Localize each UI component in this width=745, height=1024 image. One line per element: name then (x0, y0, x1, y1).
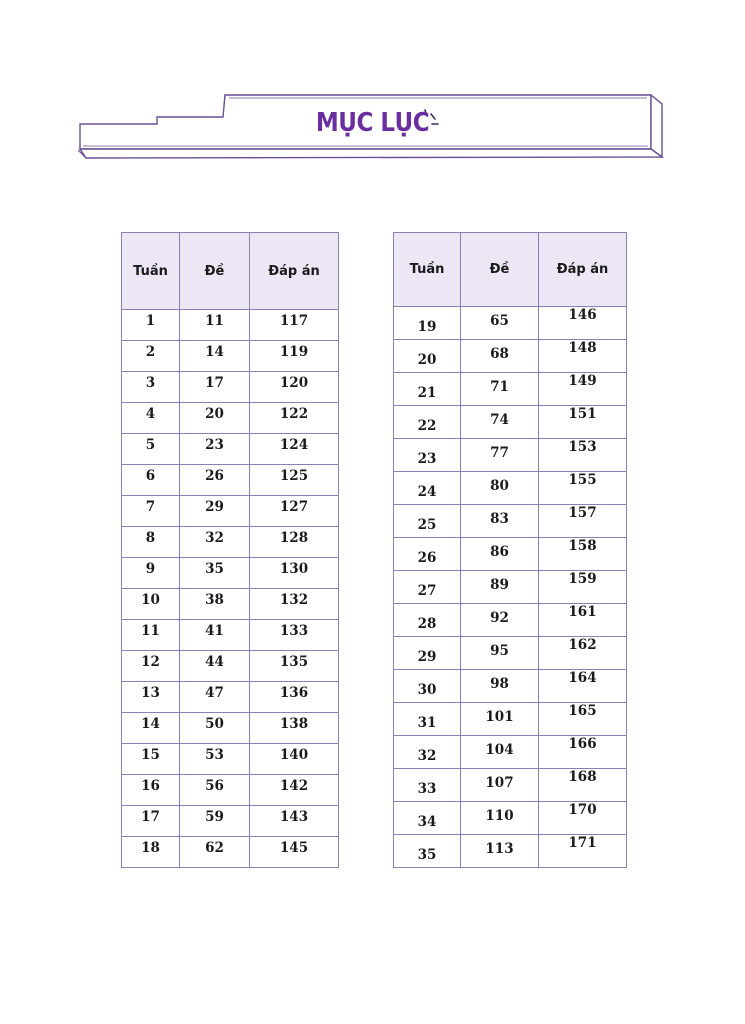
answer-page-cell-value: 142 (279, 778, 309, 794)
week-cell-value: 26 (417, 550, 437, 566)
answer-page-cell (539, 472, 627, 505)
exam-page-cell (180, 775, 250, 806)
table-row (122, 806, 339, 837)
table-row (394, 604, 627, 637)
exam-page-cell (461, 373, 539, 406)
table-header-row (122, 233, 339, 310)
answer-page-cell-value: 120 (279, 375, 309, 391)
week-cell (394, 505, 461, 538)
answer-page-cell-value: 140 (279, 747, 309, 763)
exam-page-cell-value: 104 (485, 742, 514, 758)
week-cell (394, 637, 461, 670)
week-cell (122, 713, 180, 744)
table-row (122, 527, 339, 558)
exam-page-cell (180, 651, 250, 682)
week-cell (122, 651, 180, 682)
answer-page-cell-value: 158 (568, 538, 597, 554)
table-row (394, 439, 627, 472)
week-cell (122, 341, 180, 372)
answer-page-cell-value: 159 (568, 571, 597, 587)
exam-page-cell-value: 41 (205, 623, 224, 639)
exam-page-cell (180, 496, 250, 527)
exam-page-cell-value: 29 (205, 499, 224, 515)
exam-page-cell (461, 571, 539, 604)
answer-page-cell-value: 170 (568, 802, 597, 818)
answer-page-cell-value: 127 (279, 499, 309, 515)
week-cell (122, 558, 180, 589)
exam-page-cell-value: 20 (205, 406, 224, 422)
exam-page-cell-value: 83 (490, 511, 509, 527)
answer-page-cell (250, 744, 339, 775)
table-header-row (394, 233, 627, 307)
week-cell (122, 496, 180, 527)
answer-page-cell (539, 736, 627, 769)
exam-page-cell-value: 47 (205, 685, 224, 701)
answer-page-cell (539, 835, 627, 868)
table-row (394, 307, 627, 340)
exam-page-cell (461, 769, 539, 802)
exam-page-cell (180, 434, 250, 465)
table-row (122, 744, 339, 775)
answer-page-cell (250, 558, 339, 589)
exam-page-cell (461, 637, 539, 670)
answer-page-cell-value: 146 (568, 307, 597, 323)
week-cell-value: 11 (141, 623, 160, 639)
table-row (394, 769, 627, 802)
answer-page-cell (250, 837, 339, 868)
table-row (394, 736, 627, 769)
week-cell (394, 769, 461, 802)
answer-page-cell (250, 310, 339, 341)
exam-page-cell-value: 56 (205, 778, 224, 794)
answer-page-cell (539, 769, 627, 802)
table-row (394, 835, 627, 868)
exam-page-cell-value: 86 (490, 544, 509, 560)
table-row (122, 310, 339, 341)
exam-page-cell-value: 113 (485, 841, 514, 857)
week-cell (394, 538, 461, 571)
week-cell-value: 5 (145, 437, 156, 453)
answer-page-cell-value: 133 (279, 623, 309, 639)
week-cell-value: 8 (145, 530, 156, 546)
week-cell (122, 372, 180, 403)
header-dap-an: Đáp án (250, 233, 339, 310)
answer-page-cell (539, 373, 627, 406)
exam-page-cell-value: 32 (205, 530, 224, 546)
exam-page-cell-value: 71 (490, 379, 509, 395)
week-cell-value: 29 (417, 649, 437, 665)
answer-page-cell (539, 703, 627, 736)
week-cell-value: 35 (417, 847, 437, 863)
week-cell (122, 310, 180, 341)
answer-page-cell (539, 571, 627, 604)
exam-page-cell (461, 736, 539, 769)
exam-page-cell (180, 837, 250, 868)
table-row (394, 472, 627, 505)
answer-page-cell-value: 117 (279, 313, 309, 329)
week-cell-value: 22 (417, 418, 437, 434)
exam-page-cell (461, 472, 539, 505)
week-cell (122, 465, 180, 496)
week-cell-value: 12 (141, 654, 160, 670)
answer-page-cell-value: 153 (568, 439, 597, 455)
table-row (122, 341, 339, 372)
table-row (122, 403, 339, 434)
exam-page-cell (461, 439, 539, 472)
week-cell (122, 620, 180, 651)
exam-page-cell (461, 835, 539, 868)
exam-page-cell (461, 670, 539, 703)
answer-page-cell-value: 149 (568, 373, 597, 389)
exam-page-cell-value: 53 (205, 747, 224, 763)
header-de: Đề (180, 233, 250, 310)
table-row (122, 465, 339, 496)
table-row (122, 372, 339, 403)
exam-page-cell-value: 101 (485, 709, 514, 725)
exam-page-cell-value: 59 (205, 809, 224, 825)
page-title: MỤC LỤC (315, 108, 430, 138)
week-cell (394, 670, 461, 703)
answer-page-cell-value: 130 (279, 561, 309, 577)
answer-page-cell (539, 340, 627, 373)
table-row (394, 373, 627, 406)
week-cell (394, 373, 461, 406)
table-row (122, 775, 339, 806)
exam-page-cell-value: 23 (205, 437, 224, 453)
answer-page-cell (250, 620, 339, 651)
answer-page-cell-value: 132 (279, 592, 309, 608)
exam-page-cell-value: 98 (490, 676, 509, 692)
table-row (122, 682, 339, 713)
week-cell (122, 434, 180, 465)
week-cell (122, 527, 180, 558)
answer-page-cell-value: 124 (279, 437, 309, 453)
answer-page-cell (250, 465, 339, 496)
answer-page-cell-value: 151 (568, 406, 597, 422)
week-cell-value: 23 (417, 451, 437, 467)
table-row (122, 837, 339, 868)
answer-page-cell-value: 136 (279, 685, 309, 701)
answer-page-cell (250, 372, 339, 403)
week-cell-value: 27 (417, 583, 437, 599)
exam-page-cell (180, 806, 250, 837)
week-cell-value: 33 (417, 781, 437, 797)
week-cell-value: 18 (141, 840, 160, 856)
answer-page-cell (250, 651, 339, 682)
week-cell-value: 9 (145, 561, 156, 577)
exam-page-cell (180, 372, 250, 403)
week-cell-value: 3 (145, 375, 156, 391)
week-cell-value: 19 (417, 319, 437, 335)
week-cell (394, 571, 461, 604)
answer-page-cell-value: 171 (568, 835, 597, 851)
answer-page-cell-value: 165 (568, 703, 597, 719)
exam-page-cell (461, 505, 539, 538)
week-cell-value: 21 (417, 385, 437, 401)
exam-page-cell-value: 14 (205, 344, 224, 360)
exam-page-cell-value: 89 (490, 577, 509, 593)
exam-page-cell (180, 341, 250, 372)
header-de: Đề (461, 233, 539, 307)
table-row (394, 670, 627, 703)
exam-page-cell (461, 307, 539, 340)
table-row (394, 571, 627, 604)
answer-page-cell (250, 434, 339, 465)
exam-page-cell-value: 65 (490, 313, 509, 329)
answer-page-cell-value: 168 (568, 769, 597, 785)
exam-page-cell (180, 310, 250, 341)
answer-page-cell (250, 775, 339, 806)
answer-page-cell-value: 148 (568, 340, 597, 356)
exam-page-cell (180, 589, 250, 620)
week-cell-value: 4 (145, 406, 156, 422)
exam-page-cell-value: 80 (490, 478, 509, 494)
exam-page-cell-value: 44 (205, 654, 224, 670)
exam-page-cell (180, 558, 250, 589)
exam-page-cell-value: 110 (485, 808, 514, 824)
answer-page-cell (539, 802, 627, 835)
exam-page-cell (461, 340, 539, 373)
exam-page-cell (461, 802, 539, 835)
answer-page-cell-value: 125 (279, 468, 309, 484)
exam-page-cell-value: 26 (205, 468, 224, 484)
answer-page-cell (539, 604, 627, 637)
week-cell (394, 439, 461, 472)
exam-page-cell (461, 538, 539, 571)
week-cell-value: 15 (141, 747, 160, 763)
answer-page-cell-value: 119 (279, 344, 309, 360)
exam-page-cell (461, 604, 539, 637)
week-cell (394, 736, 461, 769)
table-row (122, 713, 339, 744)
exam-page-cell-value: 74 (490, 412, 509, 428)
exam-page-cell-value: 68 (490, 346, 509, 362)
answer-page-cell (250, 527, 339, 558)
table-row (122, 589, 339, 620)
exam-page-cell-value: 77 (490, 445, 509, 461)
answer-page-cell (250, 589, 339, 620)
exam-page-cell (180, 682, 250, 713)
week-cell-value: 20 (417, 352, 437, 368)
week-cell-value: 34 (417, 814, 437, 830)
week-cell (122, 682, 180, 713)
answer-page-cell (250, 403, 339, 434)
week-cell (122, 837, 180, 868)
table-row (122, 620, 339, 651)
answer-page-cell-value: 128 (279, 530, 309, 546)
week-cell (394, 604, 461, 637)
toc-table-right (393, 232, 627, 868)
exam-page-cell-value: 38 (205, 592, 224, 608)
week-cell-value: 28 (417, 616, 437, 632)
answer-page-cell (250, 806, 339, 837)
week-cell-value: 14 (141, 716, 160, 732)
table-row (394, 340, 627, 373)
exam-page-cell-value: 11 (205, 313, 224, 329)
week-cell (394, 703, 461, 736)
answer-page-cell (539, 637, 627, 670)
exam-page-cell (180, 744, 250, 775)
exam-page-cell-value: 17 (205, 375, 224, 391)
week-cell (394, 307, 461, 340)
week-cell-value: 17 (141, 809, 160, 825)
week-cell (394, 835, 461, 868)
exam-page-cell-value: 62 (205, 840, 224, 856)
week-cell-value: 30 (417, 682, 437, 698)
exam-page-cell (180, 465, 250, 496)
week-cell (122, 775, 180, 806)
answer-page-cell (539, 439, 627, 472)
week-cell (394, 340, 461, 373)
table-row (394, 406, 627, 439)
exam-page-cell-value: 107 (485, 775, 514, 791)
exam-page-cell (180, 713, 250, 744)
header-dap-an: Đáp án (539, 233, 627, 307)
exam-page-cell-value: 50 (205, 716, 224, 732)
header-tuan: Tuần (394, 233, 461, 307)
toc-table-left (121, 232, 339, 868)
week-cell-value: 24 (417, 484, 437, 500)
answer-page-cell (250, 713, 339, 744)
header-tuan: Tuần (122, 233, 180, 310)
week-cell (394, 802, 461, 835)
week-cell-value: 31 (417, 715, 437, 731)
week-cell-value: 1 (145, 313, 156, 329)
week-cell (394, 406, 461, 439)
table-row (394, 703, 627, 736)
answer-page-cell (539, 538, 627, 571)
exam-page-cell (180, 527, 250, 558)
table-row (122, 434, 339, 465)
table-row (122, 496, 339, 527)
answer-page-cell-value: 135 (279, 654, 309, 670)
week-cell (122, 403, 180, 434)
answer-page-cell-value: 166 (568, 736, 597, 752)
answer-page-cell (539, 505, 627, 538)
answer-page-cell (539, 406, 627, 439)
answer-page-cell-value: 161 (568, 604, 597, 620)
week-cell-value: 13 (141, 685, 160, 701)
answer-page-cell (539, 670, 627, 703)
answer-page-cell-value: 157 (568, 505, 597, 521)
answer-page-cell-value: 155 (568, 472, 597, 488)
table-row (394, 505, 627, 538)
answer-page-cell (250, 496, 339, 527)
table-row (394, 538, 627, 571)
title-banner (0, 0, 745, 190)
week-cell (394, 472, 461, 505)
answer-page-cell-value: 145 (279, 840, 309, 856)
exam-page-cell (180, 403, 250, 434)
exam-page-cell (461, 406, 539, 439)
answer-page-cell (539, 307, 627, 340)
answer-page-cell (250, 341, 339, 372)
week-cell-value: 25 (417, 517, 437, 533)
answer-page-cell-value: 162 (568, 637, 597, 653)
answer-page-cell (250, 682, 339, 713)
week-cell-value: 7 (145, 499, 156, 515)
exam-page-cell-value: 92 (490, 610, 509, 626)
exam-page-cell-value: 35 (205, 561, 224, 577)
exam-page-cell-value: 95 (490, 643, 509, 659)
week-cell-value: 16 (141, 778, 160, 794)
answer-page-cell-value: 138 (279, 716, 309, 732)
week-cell-value: 2 (145, 344, 156, 360)
week-cell-value: 6 (145, 468, 156, 484)
answer-page-cell-value: 143 (279, 809, 309, 825)
week-cell (122, 589, 180, 620)
week-cell-value: 10 (141, 592, 160, 608)
exam-page-cell (180, 620, 250, 651)
table-row (394, 637, 627, 670)
answer-page-cell-value: 122 (279, 406, 309, 422)
week-cell (122, 744, 180, 775)
exam-page-cell (461, 703, 539, 736)
week-cell-value: 32 (417, 748, 437, 764)
week-cell (122, 806, 180, 837)
table-row (394, 802, 627, 835)
table-row (122, 558, 339, 589)
answer-page-cell-value: 164 (568, 670, 597, 686)
table-row (122, 651, 339, 682)
